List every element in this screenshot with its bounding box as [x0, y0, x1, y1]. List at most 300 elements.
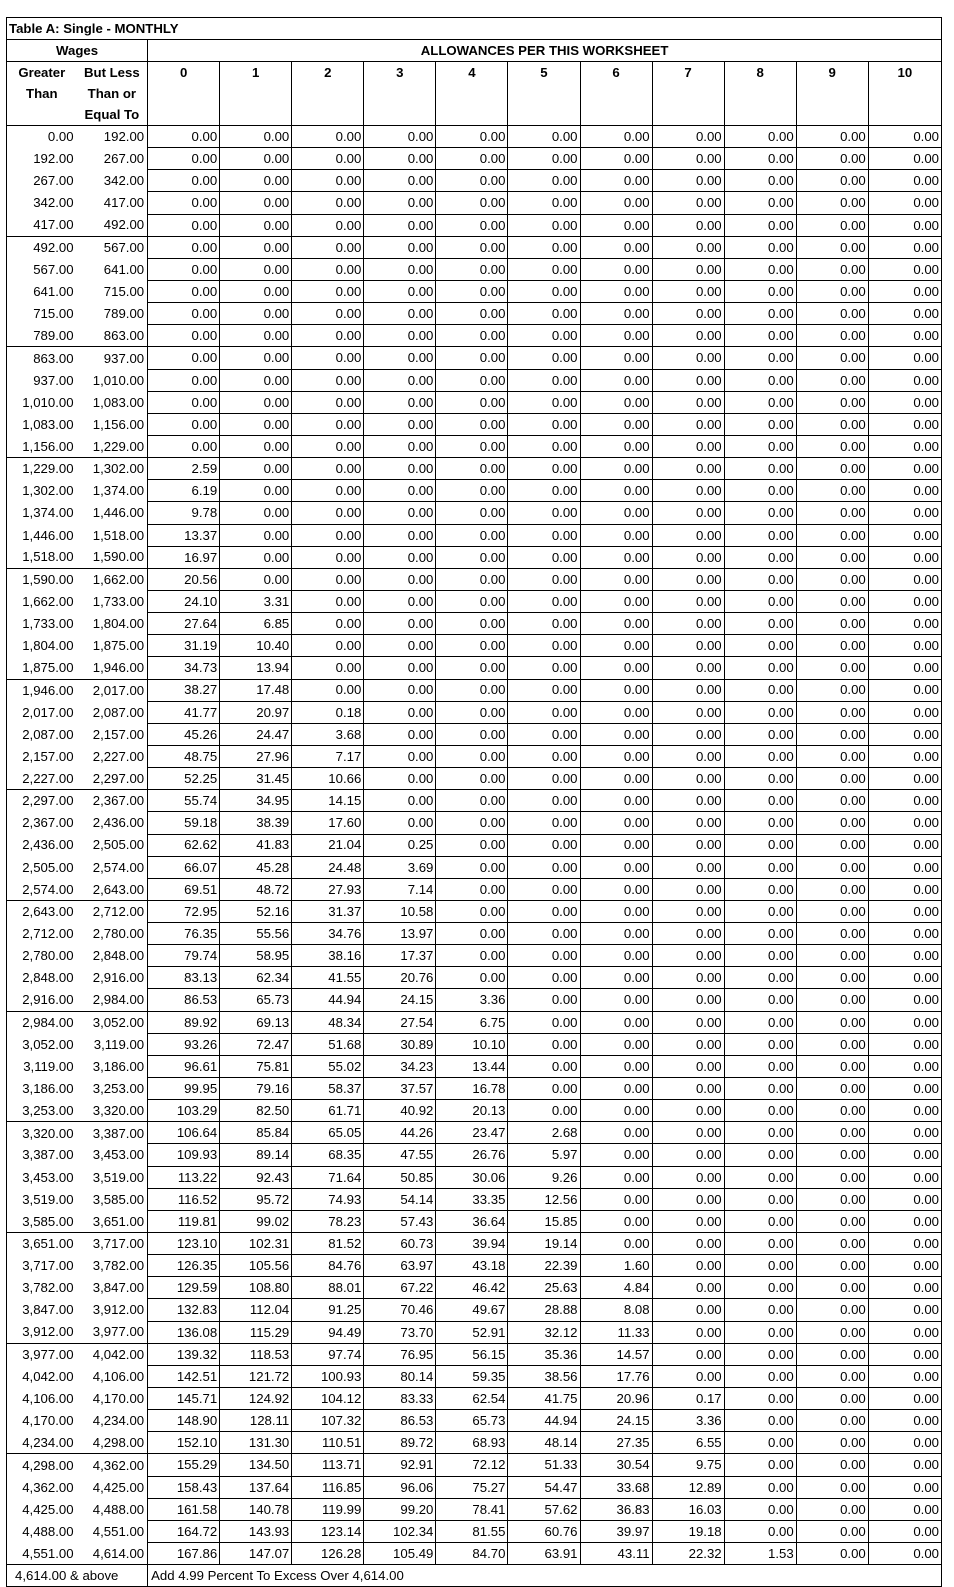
allowance-cell: 0.00 — [436, 347, 508, 369]
table-row — [7, 900, 942, 922]
allowance-cell: 0.00 — [220, 258, 292, 280]
allowance-cell: 164.72 — [148, 1520, 220, 1542]
allowance-cell: 6.85 — [220, 613, 292, 635]
wage-greater-than-cell: 863.00 — [7, 347, 77, 369]
table-row — [7, 967, 942, 989]
allowance-cell: 0.00 — [652, 1277, 724, 1299]
table-row — [7, 1255, 942, 1277]
allowance-cell: 0.00 — [652, 945, 724, 967]
wage-but-less-cell: 1,446.00 — [77, 502, 148, 524]
allowance-cell: 0.18 — [292, 701, 364, 723]
allowance-cell: 3.36 — [652, 1410, 724, 1432]
title-row — [7, 18, 942, 40]
allowance-cell: 0.00 — [796, 1432, 868, 1454]
allowance-cell: 27.54 — [364, 1011, 436, 1033]
allowance-cell: 0.00 — [796, 413, 868, 435]
wage-but-less-cell: 1,804.00 — [77, 613, 148, 635]
allowance-cell: 46.42 — [436, 1277, 508, 1299]
allowance-cell: 0.00 — [868, 1188, 941, 1210]
allowance-cell: 0.00 — [868, 967, 941, 989]
allowance-cell: 9.75 — [652, 1454, 724, 1476]
allowance-cell: 0.00 — [292, 568, 364, 590]
allowance-cell: 0.00 — [868, 148, 941, 170]
allowance-cell: 0.00 — [220, 524, 292, 546]
table-row — [7, 1476, 942, 1498]
allowance-cell: 0.00 — [508, 923, 580, 945]
wage-but-less-cell: 3,847.00 — [77, 1277, 148, 1299]
allowance-cell: 38.16 — [292, 945, 364, 967]
allowance-cell: 12.89 — [652, 1476, 724, 1498]
allowance-cell: 0.00 — [724, 878, 796, 900]
wage-greater-than-cell: 267.00 — [7, 170, 77, 192]
wage-greater-than-cell: 3,651.00 — [7, 1233, 77, 1255]
wage-greater-than-cell: 1,156.00 — [7, 435, 77, 457]
allowance-cell: 124.92 — [220, 1388, 292, 1410]
allowance-cell: 41.77 — [148, 701, 220, 723]
allowance-cell: 0.00 — [580, 635, 652, 657]
wage-but-less-cell: 417.00 — [77, 192, 148, 214]
allowance-col-spacer — [868, 104, 941, 126]
allowance-cell: 0.00 — [508, 679, 580, 701]
allowance-cell: 0.00 — [292, 413, 364, 435]
table-row — [7, 1100, 942, 1122]
wage-but-less-cell: 3,782.00 — [77, 1255, 148, 1277]
allowance-col-spacer — [436, 83, 508, 104]
allowance-cell: 0.00 — [868, 170, 941, 192]
allowance-cell: 0.00 — [796, 1144, 868, 1166]
wage-greater-than-cell: 4,488.00 — [7, 1520, 77, 1542]
allowance-cell: 0.00 — [436, 590, 508, 612]
allowance-cell: 0.00 — [292, 170, 364, 192]
wage-but-less-cell: 3,977.00 — [77, 1321, 148, 1343]
allowance-cell: 0.00 — [868, 1100, 941, 1122]
wage-greater-than-cell: 1,229.00 — [7, 458, 77, 480]
allowance-cell: 0.00 — [436, 900, 508, 922]
allowance-cell: 0.00 — [796, 280, 868, 302]
wage-but-less-cell: 1,875.00 — [77, 635, 148, 657]
allowance-cell: 0.00 — [580, 1078, 652, 1100]
allowance-cell: 0.00 — [724, 391, 796, 413]
allowance-cell: 0.00 — [292, 303, 364, 325]
greater-than-header-2: Than — [7, 83, 77, 104]
allowance-cell: 0.00 — [364, 745, 436, 767]
wage-but-less-cell: 1,156.00 — [77, 413, 148, 435]
allowance-cell: 22.32 — [652, 1543, 724, 1565]
wage-but-less-cell: 2,436.00 — [77, 812, 148, 834]
allowance-cell: 0.00 — [148, 303, 220, 325]
allowance-cell: 3.69 — [364, 856, 436, 878]
allowance-cell: 0.00 — [868, 435, 941, 457]
allowance-cell: 126.35 — [148, 1255, 220, 1277]
allowance-cell: 0.00 — [868, 613, 941, 635]
allowance-cell: 16.03 — [652, 1498, 724, 1520]
allowance-cell: 0.00 — [796, 325, 868, 347]
allowance-cell: 0.00 — [796, 1365, 868, 1387]
allowance-cell: 62.62 — [148, 834, 220, 856]
allowance-cell: 0.00 — [796, 613, 868, 635]
table-row — [7, 856, 942, 878]
wage-greater-than-cell: 3,519.00 — [7, 1188, 77, 1210]
wage-greater-than-cell: 1,590.00 — [7, 568, 77, 590]
allowance-cell: 0.00 — [508, 812, 580, 834]
allowance-cell: 67.22 — [364, 1277, 436, 1299]
allowance-cell: 0.00 — [508, 546, 580, 568]
allowance-cell: 56.15 — [436, 1343, 508, 1365]
allowance-cell: 17.76 — [580, 1365, 652, 1387]
allowance-col-spacer — [292, 104, 364, 126]
allowance-cell: 0.00 — [580, 458, 652, 480]
allowance-cell: 0.00 — [652, 1011, 724, 1033]
allowance-cell: 0.00 — [724, 745, 796, 767]
allowance-cell: 22.39 — [508, 1255, 580, 1277]
allowance-cell: 0.00 — [148, 126, 220, 148]
wage-greater-than-cell: 492.00 — [7, 236, 77, 258]
allowance-cell: 24.15 — [580, 1410, 652, 1432]
wage-greater-than-cell: 3,186.00 — [7, 1078, 77, 1100]
allowance-cell: 20.97 — [220, 701, 292, 723]
wage-greater-than-cell: 2,848.00 — [7, 967, 77, 989]
allowance-cell: 0.00 — [868, 745, 941, 767]
allowance-cell: 23.47 — [436, 1122, 508, 1144]
wage-greater-than-cell: 4,425.00 — [7, 1498, 77, 1520]
allowance-cell: 0.00 — [868, 280, 941, 302]
allowance-cell: 0.00 — [364, 170, 436, 192]
allowance-cell: 59.35 — [436, 1365, 508, 1387]
allowance-cell: 0.00 — [508, 635, 580, 657]
allowance-cell: 0.00 — [868, 568, 941, 590]
allowance-cell: 0.00 — [652, 347, 724, 369]
allowance-cell: 0.00 — [652, 723, 724, 745]
allowance-cell: 102.31 — [220, 1233, 292, 1255]
allowance-cell: 0.00 — [220, 192, 292, 214]
table-row — [7, 657, 942, 679]
allowance-cell: 0.00 — [580, 524, 652, 546]
allowance-cell: 0.00 — [868, 723, 941, 745]
allowance-cell: 0.00 — [220, 170, 292, 192]
allowance-cell: 31.37 — [292, 900, 364, 922]
allowance-col-spacer — [724, 83, 796, 104]
allowance-cell: 0.00 — [796, 1055, 868, 1077]
allowance-cell: 0.00 — [724, 812, 796, 834]
wage-but-less-cell: 3,717.00 — [77, 1233, 148, 1255]
allowance-cell: 38.56 — [508, 1365, 580, 1387]
wage-but-less-cell: 267.00 — [77, 148, 148, 170]
allowance-cell: 0.00 — [508, 524, 580, 546]
allowance-cell: 7.17 — [292, 745, 364, 767]
allowance-cell: 0.00 — [436, 635, 508, 657]
allowance-cell: 0.00 — [868, 679, 941, 701]
allowance-cell: 0.00 — [508, 568, 580, 590]
allowance-cell: 44.94 — [508, 1410, 580, 1432]
allowance-cell: 0.00 — [652, 1343, 724, 1365]
allowance-cell: 99.20 — [364, 1498, 436, 1520]
allowance-cell: 71.64 — [292, 1166, 364, 1188]
wage-but-less-cell: 4,042.00 — [77, 1343, 148, 1365]
allowance-cell: 0.00 — [652, 1033, 724, 1055]
allowance-cell: 2.68 — [508, 1122, 580, 1144]
allowance-col-header-6: 6 — [580, 62, 652, 84]
allowance-cell: 0.00 — [292, 236, 364, 258]
allowance-cell: 0.00 — [508, 458, 580, 480]
allowance-cell: 0.00 — [364, 413, 436, 435]
allowance-cell: 0.00 — [796, 1520, 868, 1542]
allowance-cell: 0.00 — [220, 458, 292, 480]
allowance-cell: 0.00 — [436, 790, 508, 812]
allowance-cell: 0.00 — [796, 126, 868, 148]
allowance-cell: 0.00 — [652, 701, 724, 723]
allowance-cell: 0.00 — [868, 1255, 941, 1277]
allowance-cell: 0.00 — [508, 369, 580, 391]
allowance-cell: 0.00 — [652, 1299, 724, 1321]
allowance-cell: 0.00 — [652, 1321, 724, 1343]
allowance-cell: 0.00 — [580, 258, 652, 280]
allowance-cell: 0.00 — [148, 391, 220, 413]
allowance-cell: 0.00 — [436, 480, 508, 502]
allowance-cell: 0.00 — [148, 413, 220, 435]
allowance-cell: 30.89 — [364, 1033, 436, 1055]
allowance-cell: 0.00 — [580, 1166, 652, 1188]
allowance-cell: 0.00 — [652, 745, 724, 767]
allowance-cell: 0.00 — [508, 325, 580, 347]
wage-but-less-cell: 1,302.00 — [77, 458, 148, 480]
allowance-cell: 92.91 — [364, 1454, 436, 1476]
allowance-cell: 89.72 — [364, 1432, 436, 1454]
allowance-col-header-1: 1 — [220, 62, 292, 84]
allowance-cell: 0.00 — [508, 303, 580, 325]
allowance-cell: 0.00 — [724, 1011, 796, 1033]
allowance-cell: 0.00 — [652, 546, 724, 568]
allowance-cell: 76.95 — [364, 1343, 436, 1365]
allowance-cell: 0.00 — [796, 945, 868, 967]
allowance-col-spacer — [796, 83, 868, 104]
allowance-cell: 24.15 — [364, 989, 436, 1011]
wage-but-less-cell: 2,017.00 — [77, 679, 148, 701]
allowance-cell: 0.00 — [868, 1343, 941, 1365]
allowance-cell: 0.00 — [796, 480, 868, 502]
allowance-cell: 43.11 — [580, 1543, 652, 1565]
allowance-cell: 0.00 — [868, 923, 941, 945]
allowance-cell: 102.34 — [364, 1520, 436, 1542]
allowance-cell: 0.00 — [292, 502, 364, 524]
wage-but-less-cell: 3,453.00 — [77, 1144, 148, 1166]
allowance-cell: 0.00 — [652, 790, 724, 812]
wage-greater-than-cell: 3,782.00 — [7, 1277, 77, 1299]
wage-but-less-cell: 4,362.00 — [77, 1454, 148, 1476]
allowance-cell: 0.00 — [508, 170, 580, 192]
wage-greater-than-cell: 3,387.00 — [7, 1144, 77, 1166]
allowance-cell: 27.64 — [148, 613, 220, 635]
allowance-cell: 0.00 — [868, 1055, 941, 1077]
allowance-cell: 0.00 — [796, 1388, 868, 1410]
allowance-col-spacer — [148, 83, 220, 104]
allowance-cell: 38.27 — [148, 679, 220, 701]
wage-greater-than-cell: 2,436.00 — [7, 834, 77, 856]
allowance-cell: 0.00 — [868, 1321, 941, 1343]
allowance-cell: 0.00 — [652, 148, 724, 170]
allowance-cell: 105.56 — [220, 1255, 292, 1277]
allowance-cell: 0.00 — [508, 723, 580, 745]
allowance-cell: 6.19 — [148, 480, 220, 502]
allowance-cell: 0.00 — [652, 280, 724, 302]
allowance-cell: 0.00 — [436, 657, 508, 679]
allowance-cell: 0.00 — [796, 856, 868, 878]
allowance-cell: 0.00 — [580, 989, 652, 1011]
allowance-cell: 0.00 — [868, 768, 941, 790]
allowance-cell: 0.00 — [148, 280, 220, 302]
allowance-cell: 0.00 — [868, 856, 941, 878]
allowance-cell: 0.00 — [796, 236, 868, 258]
allowance-cell: 0.00 — [436, 148, 508, 170]
allowance-col-spacer — [652, 104, 724, 126]
allowance-cell: 0.00 — [508, 768, 580, 790]
allowance-cell: 0.00 — [724, 369, 796, 391]
allowance-cell: 0.00 — [148, 369, 220, 391]
allowance-cell: 0.00 — [652, 126, 724, 148]
allowance-cell: 84.70 — [436, 1543, 508, 1565]
allowance-cell: 0.00 — [580, 812, 652, 834]
allowance-cell: 0.00 — [364, 679, 436, 701]
allowance-cell: 0.00 — [364, 126, 436, 148]
allowance-cell: 99.95 — [148, 1078, 220, 1100]
allowance-cell: 0.00 — [796, 148, 868, 170]
allowance-cell: 0.00 — [652, 1144, 724, 1166]
table-row — [7, 635, 942, 657]
allowance-cell: 48.34 — [292, 1011, 364, 1033]
allowance-col-header-4: 4 — [436, 62, 508, 84]
wage-greater-than-cell: 2,712.00 — [7, 923, 77, 945]
allowance-cell: 0.00 — [508, 1100, 580, 1122]
allowance-cell: 55.02 — [292, 1055, 364, 1077]
allowance-cell: 62.54 — [436, 1388, 508, 1410]
allowance-cell: 86.53 — [364, 1410, 436, 1432]
allowance-cell: 0.00 — [436, 856, 508, 878]
allowance-cell: 62.34 — [220, 967, 292, 989]
allowance-cell: 0.00 — [580, 613, 652, 635]
allowance-cell: 0.00 — [364, 391, 436, 413]
allowance-cell: 0.00 — [580, 768, 652, 790]
allowance-cell: 0.00 — [148, 148, 220, 170]
allowance-cell: 0.17 — [652, 1388, 724, 1410]
allowance-cell: 0.00 — [724, 1078, 796, 1100]
allowance-cell: 0.00 — [508, 967, 580, 989]
allowance-cell: 45.26 — [148, 723, 220, 745]
wage-but-less-cell: 2,574.00 — [77, 856, 148, 878]
allowance-cell: 0.00 — [652, 635, 724, 657]
table-row — [7, 1543, 942, 1565]
allowance-cell: 48.14 — [508, 1432, 580, 1454]
allowance-cell: 0.00 — [292, 657, 364, 679]
allowance-cell: 13.37 — [148, 524, 220, 546]
allowance-cell: 0.00 — [580, 347, 652, 369]
wage-but-less-cell: 863.00 — [77, 325, 148, 347]
allowance-cell: 7.14 — [364, 878, 436, 900]
allowance-cell: 85.84 — [220, 1122, 292, 1144]
allowance-cell: 52.25 — [148, 768, 220, 790]
allowance-cell: 143.93 — [220, 1520, 292, 1542]
allowance-cell: 0.00 — [220, 347, 292, 369]
wage-but-less-cell: 1,590.00 — [77, 546, 148, 568]
allowance-cell: 30.54 — [580, 1454, 652, 1476]
wage-but-less-cell: 2,712.00 — [77, 900, 148, 922]
allowance-cell: 0.00 — [868, 1432, 941, 1454]
wage-but-less-cell: 2,643.00 — [77, 878, 148, 900]
wage-greater-than-cell: 1,010.00 — [7, 391, 77, 413]
table-row — [7, 1033, 942, 1055]
allowance-cell: 0.00 — [364, 590, 436, 612]
allowance-cell: 0.00 — [724, 568, 796, 590]
allowance-cell: 0.00 — [868, 1299, 941, 1321]
allowance-cell: 0.00 — [436, 458, 508, 480]
allowance-cell: 0.00 — [796, 1454, 868, 1476]
allowance-cell: 0.00 — [868, 413, 941, 435]
wage-but-less-cell: 2,087.00 — [77, 701, 148, 723]
allowance-cell: 0.00 — [796, 590, 868, 612]
allowance-cell: 0.00 — [364, 723, 436, 745]
allowance-cell: 4.84 — [580, 1277, 652, 1299]
allowance-cell: 0.00 — [652, 878, 724, 900]
allowance-cell: 0.00 — [652, 1055, 724, 1077]
allowance-cell: 5.97 — [508, 1144, 580, 1166]
allowance-cell: 0.00 — [796, 1166, 868, 1188]
allowance-cell: 0.00 — [580, 546, 652, 568]
allowance-cell: 0.00 — [796, 1011, 868, 1033]
allowance-cell: 52.16 — [220, 900, 292, 922]
wage-greater-than-cell: 2,367.00 — [7, 812, 77, 834]
table-row — [7, 1011, 942, 1033]
allowance-cell: 55.74 — [148, 790, 220, 812]
allowance-cell: 0.00 — [868, 1144, 941, 1166]
allowance-cell: 103.29 — [148, 1100, 220, 1122]
greater-than-header-1: Greater — [7, 62, 77, 84]
allowance-cell: 81.52 — [292, 1233, 364, 1255]
wage-but-less-cell: 3,119.00 — [77, 1033, 148, 1055]
allowance-cell: 0.00 — [508, 856, 580, 878]
wage-greater-than-cell: 1,662.00 — [7, 590, 77, 612]
allowance-cell: 0.00 — [868, 701, 941, 723]
allowance-cell: 0.00 — [580, 1144, 652, 1166]
table-row — [7, 723, 942, 745]
footer-row — [7, 1565, 942, 1587]
allowance-cell: 51.68 — [292, 1033, 364, 1055]
allowance-cell: 0.00 — [580, 148, 652, 170]
allowance-cell: 39.94 — [436, 1233, 508, 1255]
wage-but-less-cell: 1,662.00 — [77, 568, 148, 590]
allowance-cell: 50.85 — [364, 1166, 436, 1188]
allowance-cell: 0.00 — [220, 126, 292, 148]
allowance-cell: 0.00 — [652, 303, 724, 325]
wage-greater-than-cell: 4,234.00 — [7, 1432, 77, 1454]
allowance-cell: 0.00 — [508, 1011, 580, 1033]
allowance-cell: 0.00 — [436, 170, 508, 192]
wage-but-less-cell: 567.00 — [77, 236, 148, 258]
wage-but-less-cell: 4,425.00 — [77, 1476, 148, 1498]
wage-but-less-cell: 3,387.00 — [77, 1122, 148, 1144]
allowance-cell: 0.00 — [364, 524, 436, 546]
allowance-cell: 0.00 — [652, 369, 724, 391]
allowance-cell: 0.00 — [868, 900, 941, 922]
allowance-col-spacer — [580, 83, 652, 104]
wage-greater-than-cell: 2,297.00 — [7, 790, 77, 812]
table-row — [7, 126, 942, 148]
wage-but-less-cell: 3,320.00 — [77, 1100, 148, 1122]
allowance-cell: 0.00 — [508, 126, 580, 148]
allowance-cell: 0.00 — [580, 303, 652, 325]
allowance-cell: 0.00 — [796, 192, 868, 214]
allowance-cell: 97.74 — [292, 1343, 364, 1365]
allowance-cell: 0.00 — [868, 1078, 941, 1100]
allowance-cell: 0.00 — [724, 723, 796, 745]
allowance-cell: 89.92 — [148, 1011, 220, 1033]
